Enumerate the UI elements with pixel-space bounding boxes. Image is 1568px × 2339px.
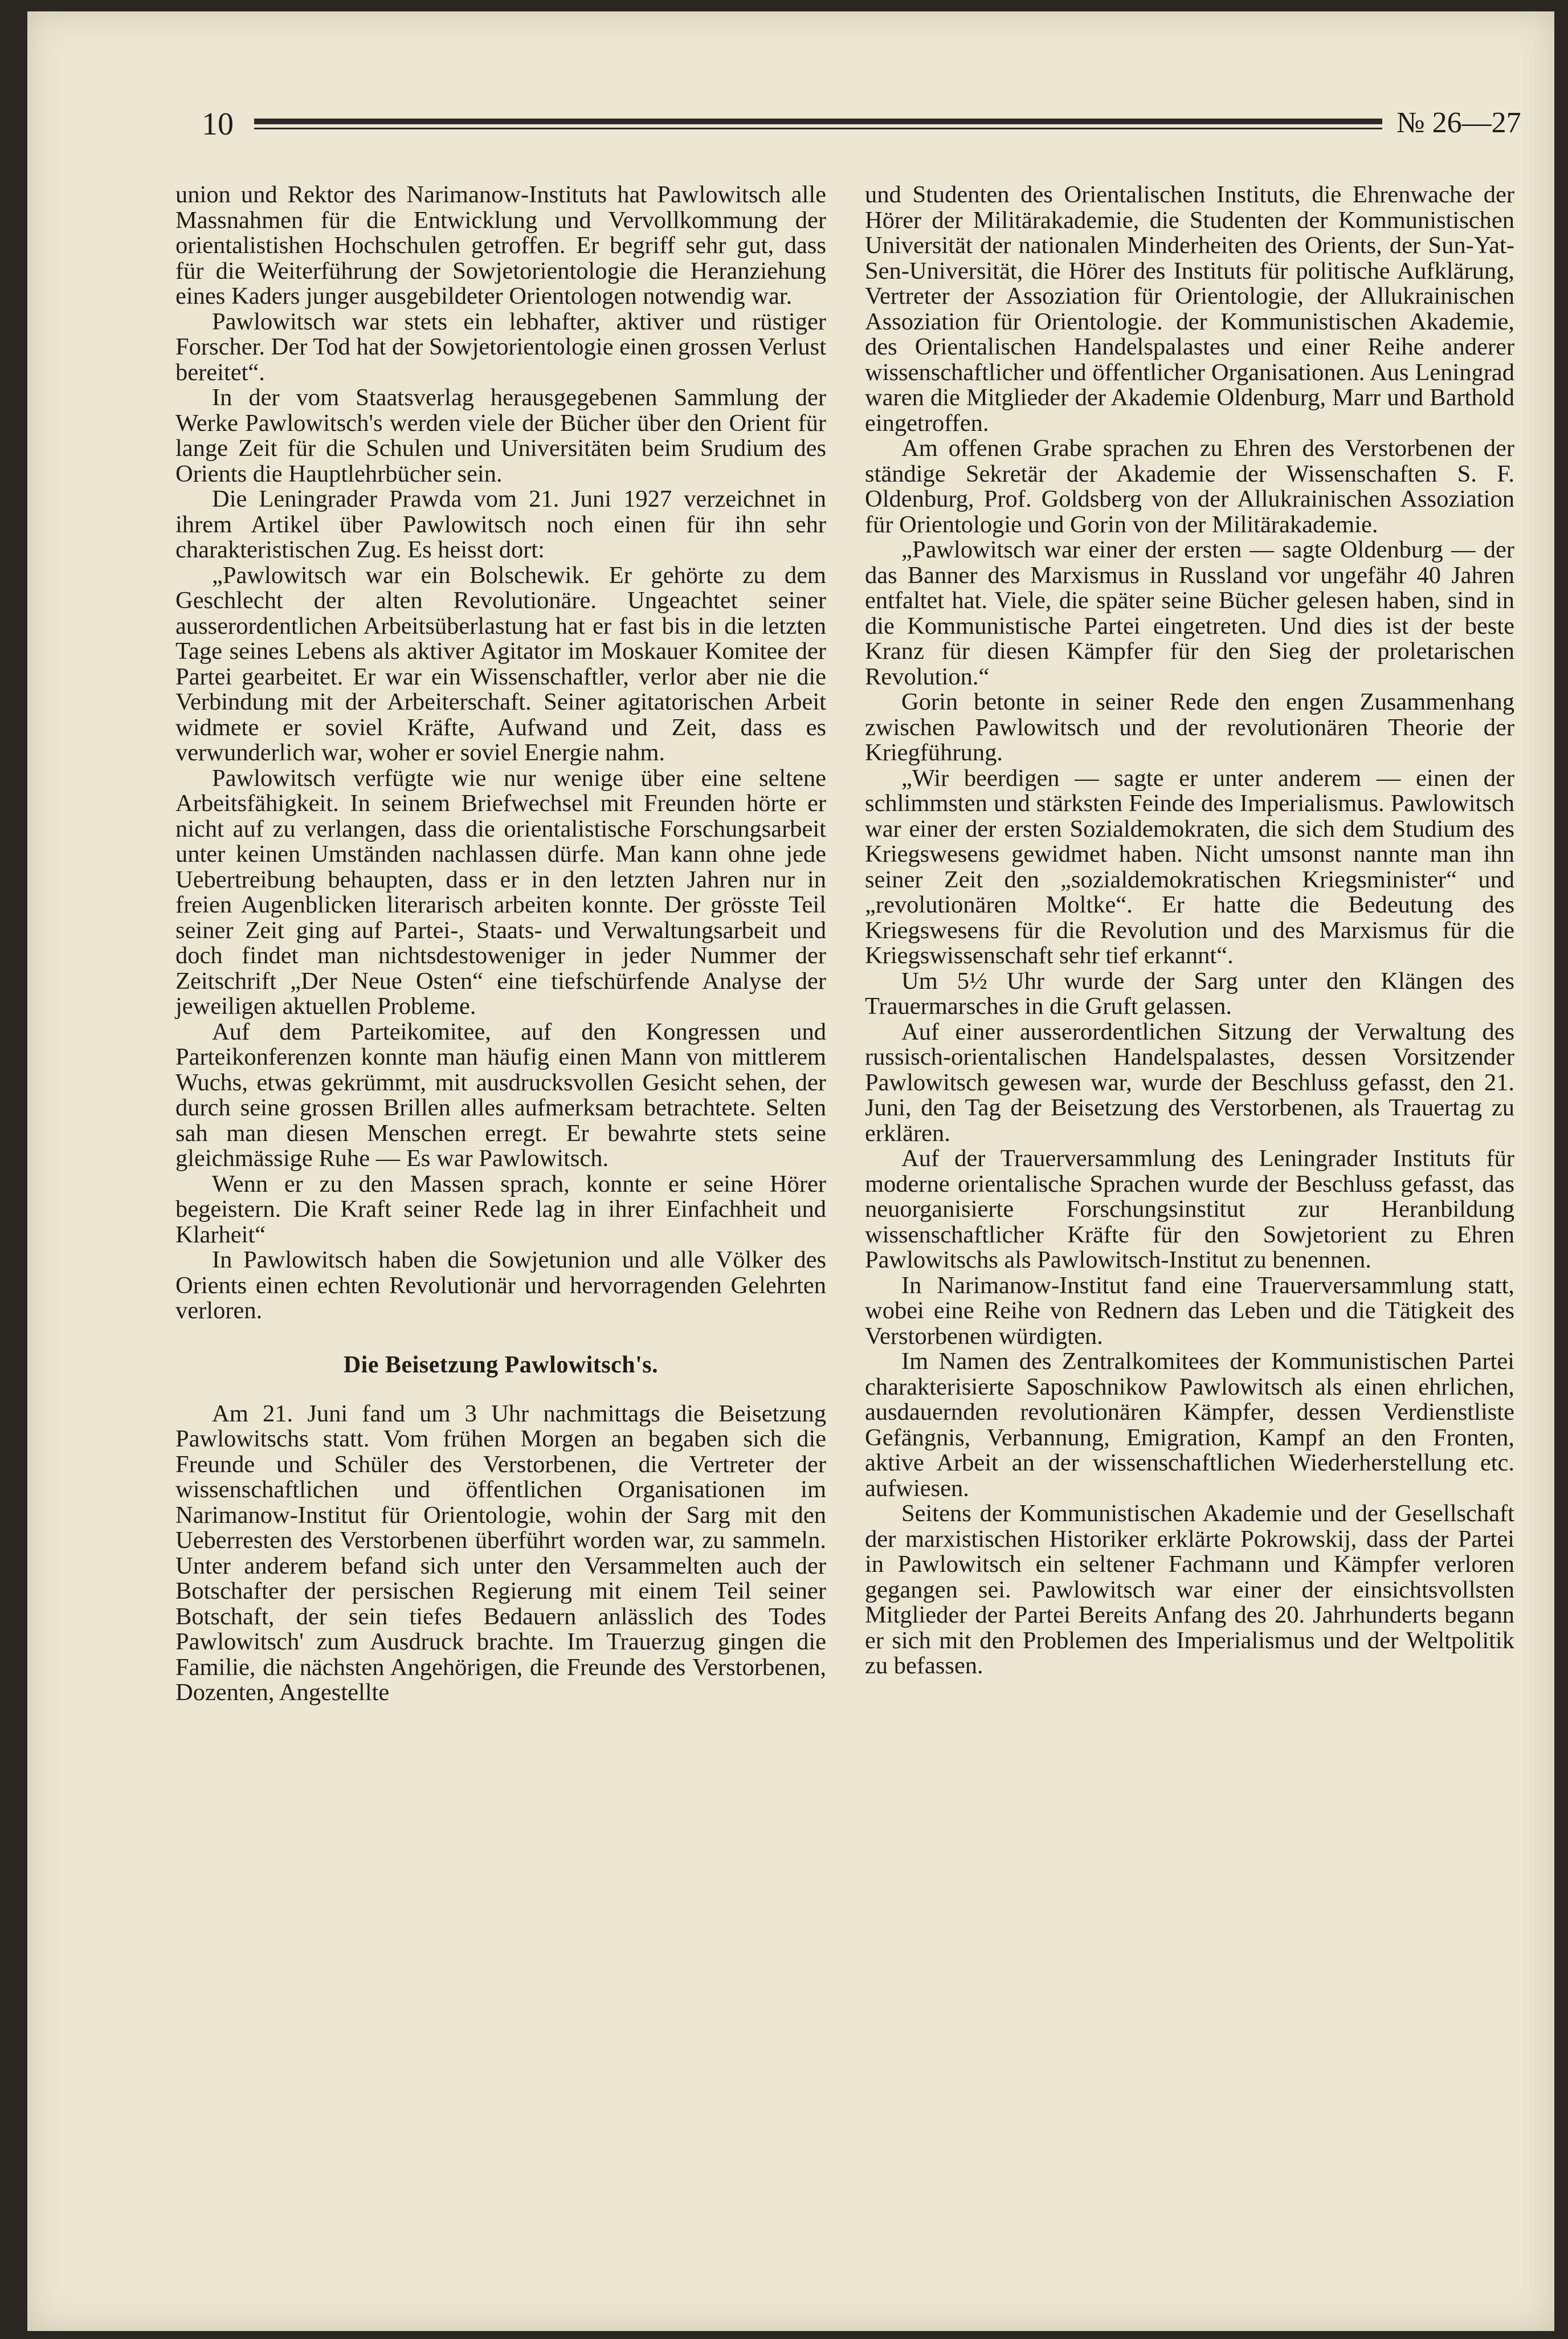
paragraph: Am 21. Juni fand um 3 Uhr nachmittags die Beisetzung Pawlowitschs statt. Vom frühen Morgen an begaben sich die Freunde und Schüler des Verstorbenen, die Vertreter der wissenschaftlichen und öffentlichen Organisationen im Narimanow-Institut für Orientologie, wohin der Sarg mit den Ueberresten des Verstorbenen überführt worden war, zu sammeln. Unter anderem befand sich unter den Versammelten auch der Botschafter der persischen Regierung mit einem Teil seiner Botschaft, der sein tiefes Bedauern anlässlich des Todes Pawlowitsch' zum Ausdruck brachte. Im Trauerzug gingen die Familie, die nächsten Angehörigen, die Freunde des Verstorbenen, Dozenten, Angestellte: [175, 1400, 826, 1706]
header-rule-thin: [254, 128, 1382, 129]
paragraph: und Studenten des Orientalischen Instituts, die Ehrenwache der Hörer der Militärakademie, die Studenten der Kommunistischen Universität der nationalen Minderheiten des Orients, der Sun-Yat-Sen-Universität, die Hörer des Instituts für politische Aufklärung, Vertreter der Assoziation für Orientologie, der Allukrainischen Assoziation für Orientologie. der Kommunistischen Akademie, des Orientalischen Handelspalastes und einer Reihe anderer wissenschaftlicher und öffentlicher Organisationen. Aus Leningrad waren die Mitglieder der Akademie Oldenburg, Marr und Barthold eingetroffen.: [865, 181, 1514, 437]
paragraph: Am offenen Grabe sprachen zu Ehren des Verstorbenen der ständige Sekretär der Akademie der Wissenschaften S. F. Oldenburg, Prof. Goldsberg von der Allukrainischen Assoziation für Orientologie und Gorin von der Militärakademie.: [865, 435, 1514, 538]
paragraph: Auf dem Parteikomitee, auf den Kongressen und Parteikonferenzen konnte man häufig einen Mann von mittlerem Wuchs, etwas gekrümmt, mit ausdrucksvollen Gesicht sehen, der durch seine grossen Brillen alles aufmerksam betrachtete. Selten sah man diesen Menschen erregt. Er bewahrte stets seine gleichmässige Ruhe — Es war Pawlowitsch.: [175, 1018, 826, 1172]
paragraph: Auf der Trauerversammlung des Leningrader Instituts für moderne orientalische Sprachen wurde der Beschluss gefasst, das neuorganisierte Forschungsinstitut zur Heranbildung wissenschaftlicher Kräfte für den Sowjetorient zu Ehren Pawlowitschs als Pawlowitsch-Institut zu benennen.: [865, 1145, 1514, 1273]
left-column: [175, 182, 826, 1706]
paragraph: „Wir beerdigen — sagte er unter anderem — einen der schlimmsten und stärksten Feinde des Imperialismus. Pawlowitsch war einer der ersten Sozialdemokraten, die sich dem Studium des Kriegswesens gewidmet haben. Nicht umsonst nannte man ihn seiner Zeit den „sozialdemokratischen Kriegsminister“ und „revolutionären Moltke“. Er hatte die Bedeutung des Kriegswesens für die Revolution und des Marxismus für die Kriegswissenschaft sehr tief erkannt“.: [865, 764, 1514, 969]
issue-number: № 26—27: [1396, 107, 1521, 139]
page-header: [174, 101, 1530, 147]
right-column: [865, 182, 1514, 1679]
section-heading: Die Beisetzung Pawlowitsch's.: [343, 1351, 659, 1378]
page-number: 10: [202, 107, 234, 142]
paragraph: Gorin betonte in seiner Rede den engen Zusammenhang zwischen Pawlowitsch und der revolutionären Theorie der Kriegführung.: [865, 688, 1514, 766]
paragraph: Auf einer ausserordentlichen Sitzung der Verwaltung des russisch-orientalischen Handelspalastes, dessen Vorsitzender Pawlowitsch gewesen war, wurde der Beschluss gefasst, den 21. Juni, den Tag der Beisetzung des Verstorbenen, als Trauertag zu erklären.: [865, 1018, 1514, 1147]
paragraph: In der vom Staatsverlag herausgegebenen Sammlung der Werke Pawlowitsch's werden viele der Bücher über den Orient für lange Zeit für die Schulen und Universitäten beim Srudium des Orients die Hauptlehrbücher sein.: [175, 384, 826, 487]
paragraph: Die Leningrader Prawda vom 21. Juni 1927 verzeichnet in ihrem Artikel über Pawlowitsch noch einen für ihn sehr charakteristischen Zug. Es heisst dort:: [175, 486, 826, 563]
header-rule-thick: [254, 119, 1382, 124]
header-rule: [254, 114, 1382, 135]
paragraph: In Narimanow-Institut fand eine Trauerversammlung statt, wobei eine Reihe von Rednern das Leben und die Tätigkeit des Verstorbenen würdigten.: [865, 1272, 1514, 1350]
paragraph: „Pawlowitsch war einer der ersten — sagte Oldenburg — der das Banner des Marxismus in Russland vor ungefähr 40 Jahren entfaltet hat. Viele, die später seine Bücher gelesen haben, sind in die Kommunistische Partei eingetreten. Und dies ist der beste Kranz für diesen Kämpfer für den Sieg der proletarischen Revolution.“: [865, 536, 1514, 690]
paragraph: Wenn er zu den Massen sprach, konnte er seine Hörer begeistern. Die Kraft seiner Rede lag in ihrer Einfachheit und Klarheit“: [175, 1170, 826, 1248]
paragraph: Seitens der Kommunistischen Akademie und der Gesellschaft der marxistischen Historiker erklärte Pokrowskij, dass der Partei in Pawlowitsch ein seltener Fachmann und Kämpfer verloren gegangen sei. Pawlowitsch war einer der einsichtsvollsten Mitglieder der Partei Bereits Anfang des 20. Jahrhunderts begann er sich mit den Problemen des Imperialismus und der Weltpolitik zu befassen.: [865, 1500, 1514, 1679]
paragraph: Pawlowitsch war stets ein lebhafter, aktiver und rüstiger Forscher. Der Tod hat der Sowjetorientologie einen grossen Verlust bereitet“.: [175, 308, 826, 386]
paragraph: Im Namen des Zentralkomitees der Kommunistischen Partei charakterisierte Saposchnikow Pawlowitsch als einen ehrlichen, ausdauernden revolutionären Kämpfer, dessen Verdienstliste Gefängnis, Verbannung, Emigration, Kampf an den Fronten, aktive Arbeit an der wissenschaftlichen Wiederherstellung etc. aufwiesen.: [865, 1348, 1514, 1502]
page-sheet: [27, 11, 1554, 2331]
paragraph: union und Rektor des Narimanow-Instituts hat Pawlowitsch alle Massnahmen für die Entwicklung und Vervollkommung der orientalistishen Hochschulen getroffen. Er begriff sehr gut, dass für die Weiterführung der Sowjetorientologie die Heranziehung eines Kaders junger ausgebildeter Orientologen notwendig war.: [175, 181, 826, 309]
paragraph: „Pawlowitsch war ein Bolschewik. Er gehörte zu dem Geschlecht der alten Revolutionäre. Ungeachtet seiner ausserordentlichen Arbeitsüberlastung hat er fast bis in die letzten Tage seines Lebens als aktiver Agitator im Moskauer Komitee der Partei gearbeitet. Er war ein Wissenschaftler, verlor aber nie die Verbindung mit der Arbeiterschaft. Seiner agitatorischen Arbeit widmete er soviel Kräfte, Aufwand und Zeit, dass es verwunderlich war, woher er soviel Energie nahm.: [175, 561, 826, 766]
paragraph: In Pawlowitsch haben die Sowjetunion und alle Völker des Orients einen echten Revolutionär und hervorragenden Gelehrten verloren.: [175, 1246, 826, 1324]
paragraph: Pawlowitsch verfügte wie nur wenige über eine seltene Arbeitsfähigkeit. In seinem Briefwechsel mit Freunden hörte er nicht auf zu verlangen, dass die orientalistische Forschungsarbeit unter keinen Umständen nachlassen dürfe. Man kann ohne jede Uebertreibung behaupten, dass er in den letzten Jahren nur in freien Augenblicken literarisch arbeiten konnte. Der grösste Teil seiner Zeit ging auf Partei-, Staats- und Verwaltungsarbeit und doch findet man nichtsdestoweniger in jeder Nummer der Zeitschrift „Der Neue Osten“ eine tiefschürfende Analyse der jeweiligen aktuellen Probleme.: [175, 764, 826, 1020]
paragraph: Um 5½ Uhr wurde der Sarg unter den Klängen des Trauermarsches in die Gruft gelassen.: [865, 967, 1514, 1020]
